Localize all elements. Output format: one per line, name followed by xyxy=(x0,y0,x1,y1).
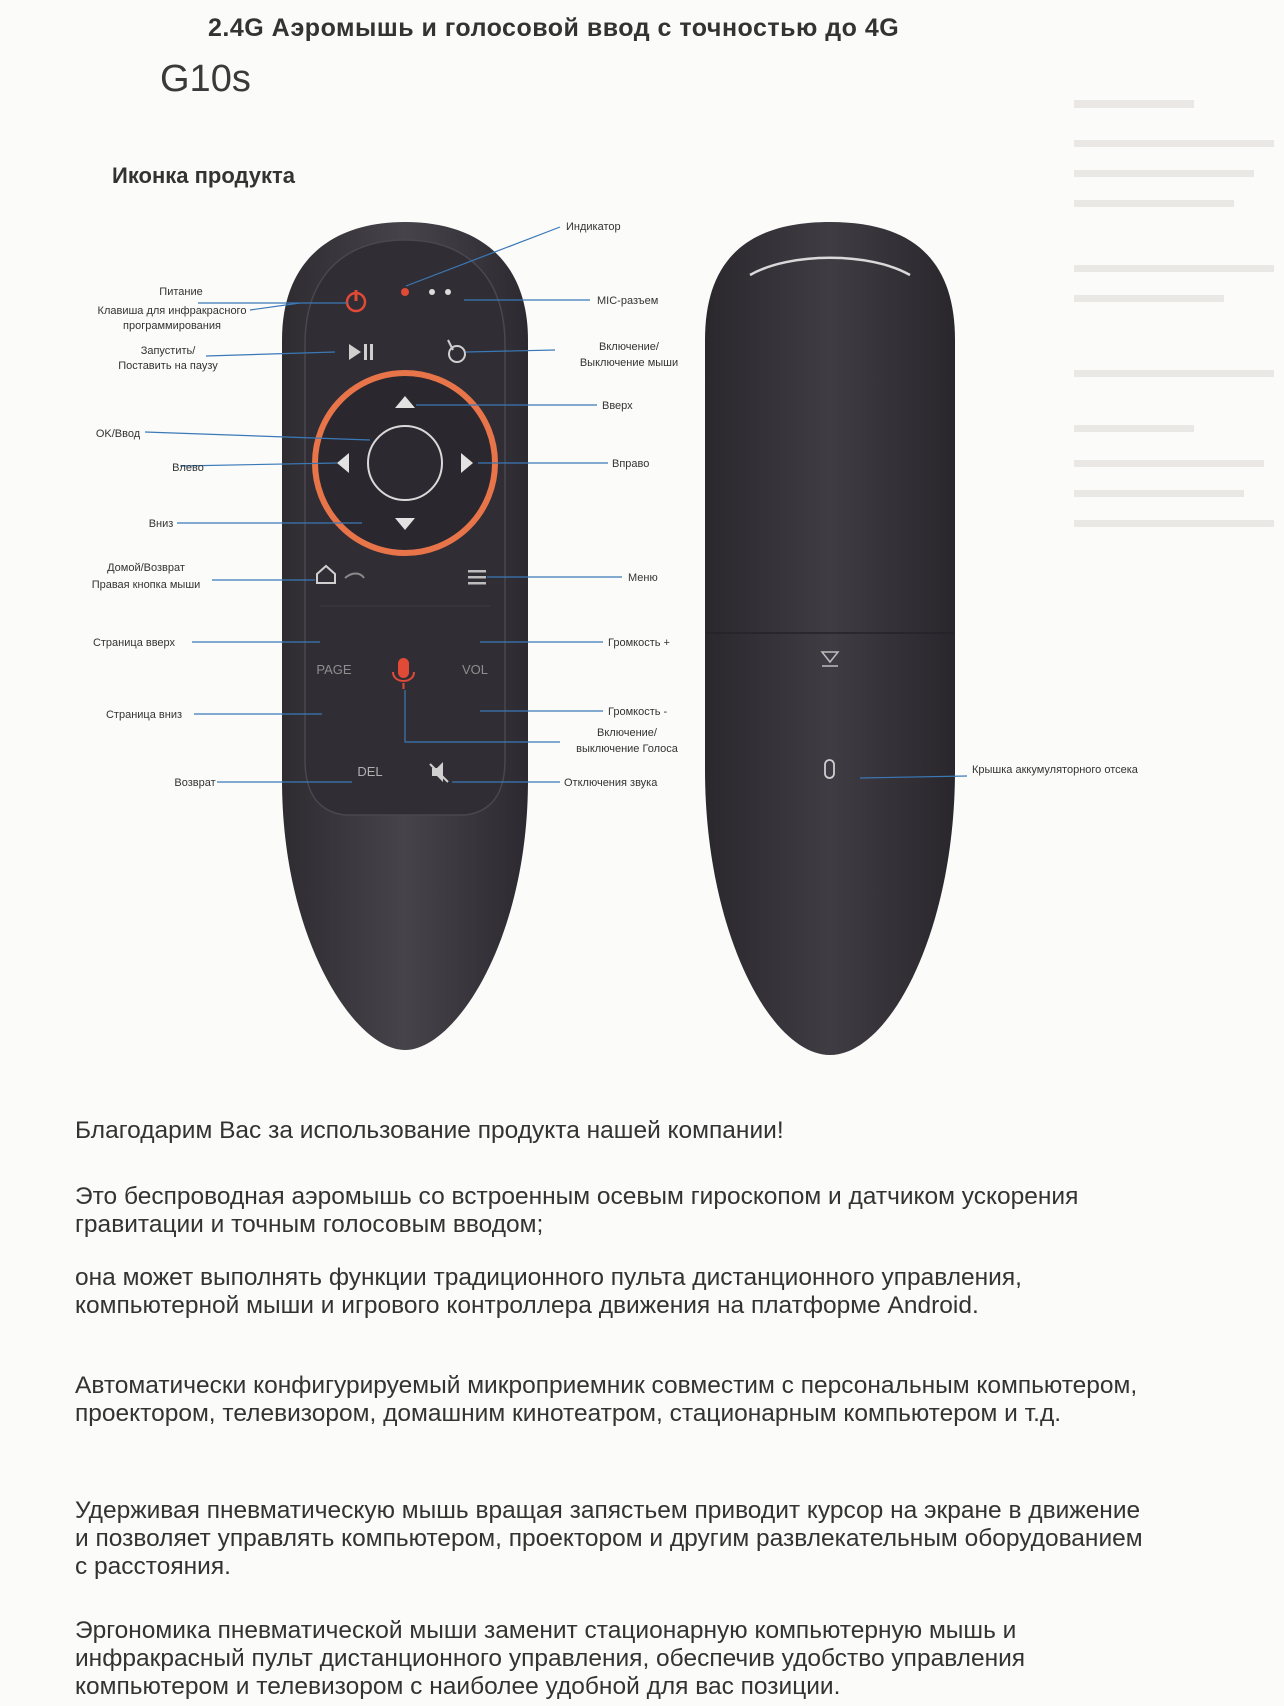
ok-button[interactable] xyxy=(368,426,442,500)
section-heading: Иконка продукта xyxy=(112,163,295,188)
label-mouse-toggle: Выключение мыши xyxy=(579,357,679,369)
label-vol-up: Громкость + xyxy=(608,637,670,649)
paragraph-usage: Удерживая пневматическую мышь вращая запястьем приводит курсор на экране в движение и позволяет управлять компьютером, проектором и другим развлекательным оборудованием с расстояния. xyxy=(75,1497,1143,1580)
label-page-up: Страница вверх xyxy=(92,637,176,649)
label-power: Питание xyxy=(159,286,203,298)
paragraph-ergonomics: Эргономика пневматической мыши заменит стационарную компьютерную мышь и инфракрасный пульт дистанционного управления, обеспечив удобство управления компьютером и телевизором с наиболее удобной для вас позиции. xyxy=(75,1617,1026,1700)
label-ir-key: программирования xyxy=(123,320,221,332)
label-mute: Отключения звука xyxy=(564,777,658,789)
label-play-pause: Поставить на паузу xyxy=(118,360,218,372)
label-mic: MIC-разъем xyxy=(597,295,659,307)
paragraph-compatibility: Автоматически конфигурируемый микроприемник совместим с персональным компьютером, проектором, телевизором, домашним кинотеатром, стационарным компьютером и т.д. xyxy=(75,1372,1138,1427)
paragraph-thanks: Благодарим Вас за использование продукта нашей компании! xyxy=(75,1117,784,1144)
mic-hole-icon xyxy=(445,289,451,295)
label-voice-toggle: Включение/ xyxy=(597,727,657,739)
remote-front xyxy=(282,222,528,1050)
label-menu: Меню xyxy=(628,572,658,584)
label-play-pause: Запустить/ xyxy=(140,345,196,357)
del-button[interactable]: DEL xyxy=(357,764,383,779)
indicator-light xyxy=(401,288,409,296)
label-indicator: Индикатор xyxy=(566,221,621,233)
label-mouse-toggle: Включение/ xyxy=(599,341,659,353)
label-up: Вверх xyxy=(602,400,633,412)
label-home: Правая кнопка мыши xyxy=(91,579,201,591)
label-page-down: Страница вниз xyxy=(105,709,183,721)
label-ok: OK/Ввод xyxy=(95,428,141,440)
label-right: Вправо xyxy=(612,458,650,470)
label-home: Домой/Возврат xyxy=(107,562,185,574)
label-voice-toggle: выключение Голоса xyxy=(576,743,678,755)
paragraph-functions: она может выполнять функции традиционного пульта дистанционного управления, компьютерной мыши и игрового контроллера движения на платформе Android. xyxy=(75,1264,1022,1319)
label-ir-key: Клавиша для инфракрасного xyxy=(97,305,247,317)
remote-back-body xyxy=(705,222,955,1055)
label-back: Возврат xyxy=(174,777,216,789)
remote-back xyxy=(705,222,955,1055)
label-battery-cover: Крышка аккумуляторного отсека xyxy=(972,764,1138,776)
document-title: 2.4G Аэромышь и голосовой ввод с точностью до 4G xyxy=(208,14,900,42)
label-left: Влево xyxy=(172,462,204,474)
model-name: G10s xyxy=(160,58,251,100)
mic-hole-icon xyxy=(429,289,435,295)
page-button[interactable]: PAGE xyxy=(316,662,352,677)
vol-button[interactable]: VOL xyxy=(461,662,489,677)
label-down: Вниз xyxy=(148,518,174,530)
menu-button[interactable] xyxy=(468,570,486,585)
label-vol-down: Громкость - xyxy=(608,706,668,718)
paragraph-intro: Это беспроводная аэромышь со встроенным осевым гироскопом и датчиком ускорения гравитации и точным голосовым вводом; xyxy=(75,1183,1079,1238)
